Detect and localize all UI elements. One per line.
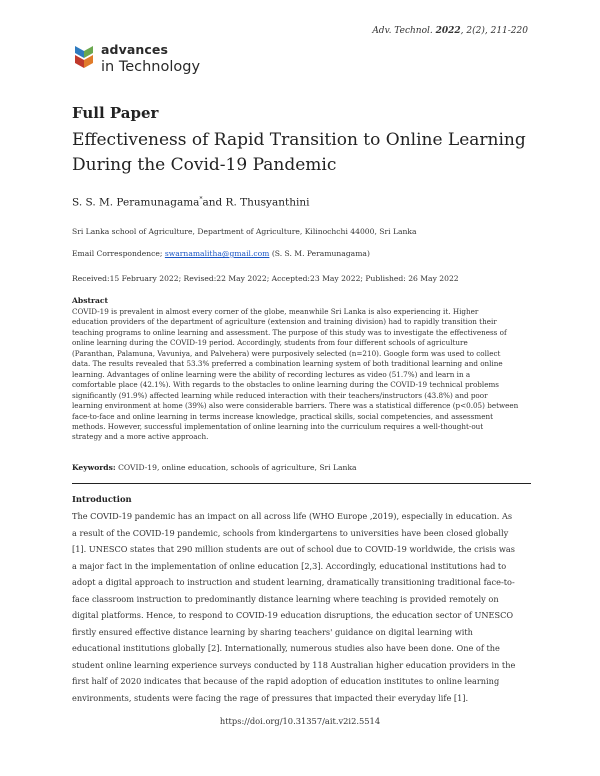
intro-line: first half of 2020 indicates that because of the rapid adoption of education institutes to online learning — [72, 676, 500, 687]
abstract-heading: Abstract — [72, 296, 109, 305]
publication-dates: Received:15 February 2022; Revised:22 May 2022; Accepted:23 May 2022; Published: 26 May 2022 — [72, 274, 459, 283]
author-list — [72, 196, 309, 209]
abstract-line: (Paranthan, Palamuna, Vavuniya, and Palvehera) were purposively selected (n=210). Google form was used to collect — [72, 348, 501, 358]
affiliation: Sri Lanka school of Agriculture, Department of Agriculture, Kilinochchi 44000, Sri Lanka — [72, 227, 417, 236]
logo-text-line1: advances — [101, 42, 168, 57]
abstract-line: teaching programs to online learning and assessment. The purpose of this study was to investigate the effectiveness of — [72, 327, 507, 337]
introduction-text — [72, 508, 531, 707]
journal-name: Adv. Technol. — [372, 26, 433, 36]
author-name: S. S. M. Peramunagama — [72, 196, 200, 209]
abstract-line: education providers of the department of agriculture (extension and training division) had to rapidly transition their — [72, 317, 497, 327]
intro-line: environments, students were facing the rage of pressures that impacted their everyday life [1]. — [72, 693, 469, 704]
paper-title — [72, 128, 542, 178]
logo-mark-icon — [72, 42, 96, 72]
abstract-line: online learning during the COVID-19 period. Accordingly, students from four different schools of agriculture — [72, 338, 468, 348]
email-correspondence — [72, 249, 370, 258]
correspondence-label: Email Correspondence; — [72, 249, 163, 258]
keywords-label: Keywords: — [72, 463, 116, 472]
journal-citation — [372, 26, 528, 36]
email-link[interactable]: swarnamalitha@gmail.com — [164, 249, 270, 258]
abstract-text — [72, 307, 531, 443]
intro-line: adopt a digital approach to instruction and student learning, dramatically transitioning traditional face-to- — [72, 577, 515, 588]
keywords — [72, 463, 357, 472]
intro-line: face classroom instruction to predominantly distance learning where teaching is provided remotely on — [72, 593, 499, 604]
intro-line: a result of the COVID-19 pandemic, schools from kindergartens to universities have been closed globally — [72, 527, 509, 538]
intro-line: student online learning experience surveys conducted by 118 Australian higher education providers in the — [72, 659, 516, 670]
abstract-line: methods. However, successful implementation of online learning into the curriculum requires a well-thought-out — [72, 421, 484, 431]
paper-type-heading: Full Paper — [72, 104, 159, 122]
intro-line: a major fact in the implementation of online education [2,3]. Accordingly, educational institutions had to — [72, 560, 507, 571]
section-divider — [72, 483, 531, 484]
abstract-line: significantly (91.9%) affected learning while reduced interaction with their teachers/instructors (43.8%) and poor — [72, 390, 488, 400]
abstract-line: face-to-face and online learning in terms increase knowledge, practical skills, social competencies, and assessment — [72, 411, 493, 421]
abstract-line: learning. Advantages of online learning were the ability of recording lectures as video (51.7%) and learn in a — [72, 369, 471, 379]
intro-line: firstly ensured effective distance learning by sharing teachers' guidance on digital learning with — [72, 626, 473, 637]
title-line: Effectiveness of Rapid Transition to Online Learning — [72, 130, 526, 150]
journal-year: 2022 — [435, 26, 461, 36]
abstract-line: data. The results revealed that 53.3% preferred a combination learning system of both traditional learning and online — [72, 359, 503, 369]
author-name-rest: and R. Thusyanthini — [202, 196, 310, 209]
intro-line: The COVID-19 pandemic has an impact on all across life (WHO Europe ,2019), especially in education. As — [72, 511, 513, 521]
corresponding-author-mark: * — [199, 196, 203, 203]
journal-issue-pages: , 2(2), 211-220 — [460, 26, 528, 36]
doi-link[interactable]: https://doi.org/10.31357/ait.v2i2.5514 — [219, 716, 381, 726]
intro-line: [1]. UNESCO states that 290 million students are out of school due to COVID-19 worldwide, the crisis was — [72, 544, 515, 555]
title-line: During the Covid-19 Pandemic — [72, 155, 337, 175]
abstract-line: strategy and a more active approach. — [72, 432, 209, 442]
intro-line: digital platforms. Hence, to respond to COVID-19 education disruptions, the education sector of UNESCO — [72, 610, 514, 621]
abstract-line: COVID-19 is prevalent in almost every corner of the globe, meanwhile Sri Lanka is also experiencing it. Higher — [72, 307, 479, 316]
keywords-text: COVID-19, online education, schools of agriculture, Sri Lanka — [118, 463, 357, 472]
correspondence-name: (S. S. M. Peramunagama) — [271, 249, 370, 258]
abstract-line: comfortable place (42.1%). With regards to the obstacles to online learning during the COVID-19 technical problems — [72, 380, 499, 390]
introduction-heading: Introduction — [72, 494, 132, 504]
abstract-line: learning environment at home (39%) also were considerable barriers. There was a statistical difference (p<0.05) between — [72, 401, 519, 411]
logo-text-line2: in Technology — [101, 59, 201, 75]
intro-line: educational institutions globally [2]. Internationally, numerous studies also have been done. One of the — [72, 643, 500, 654]
journal-logo — [72, 40, 232, 80]
